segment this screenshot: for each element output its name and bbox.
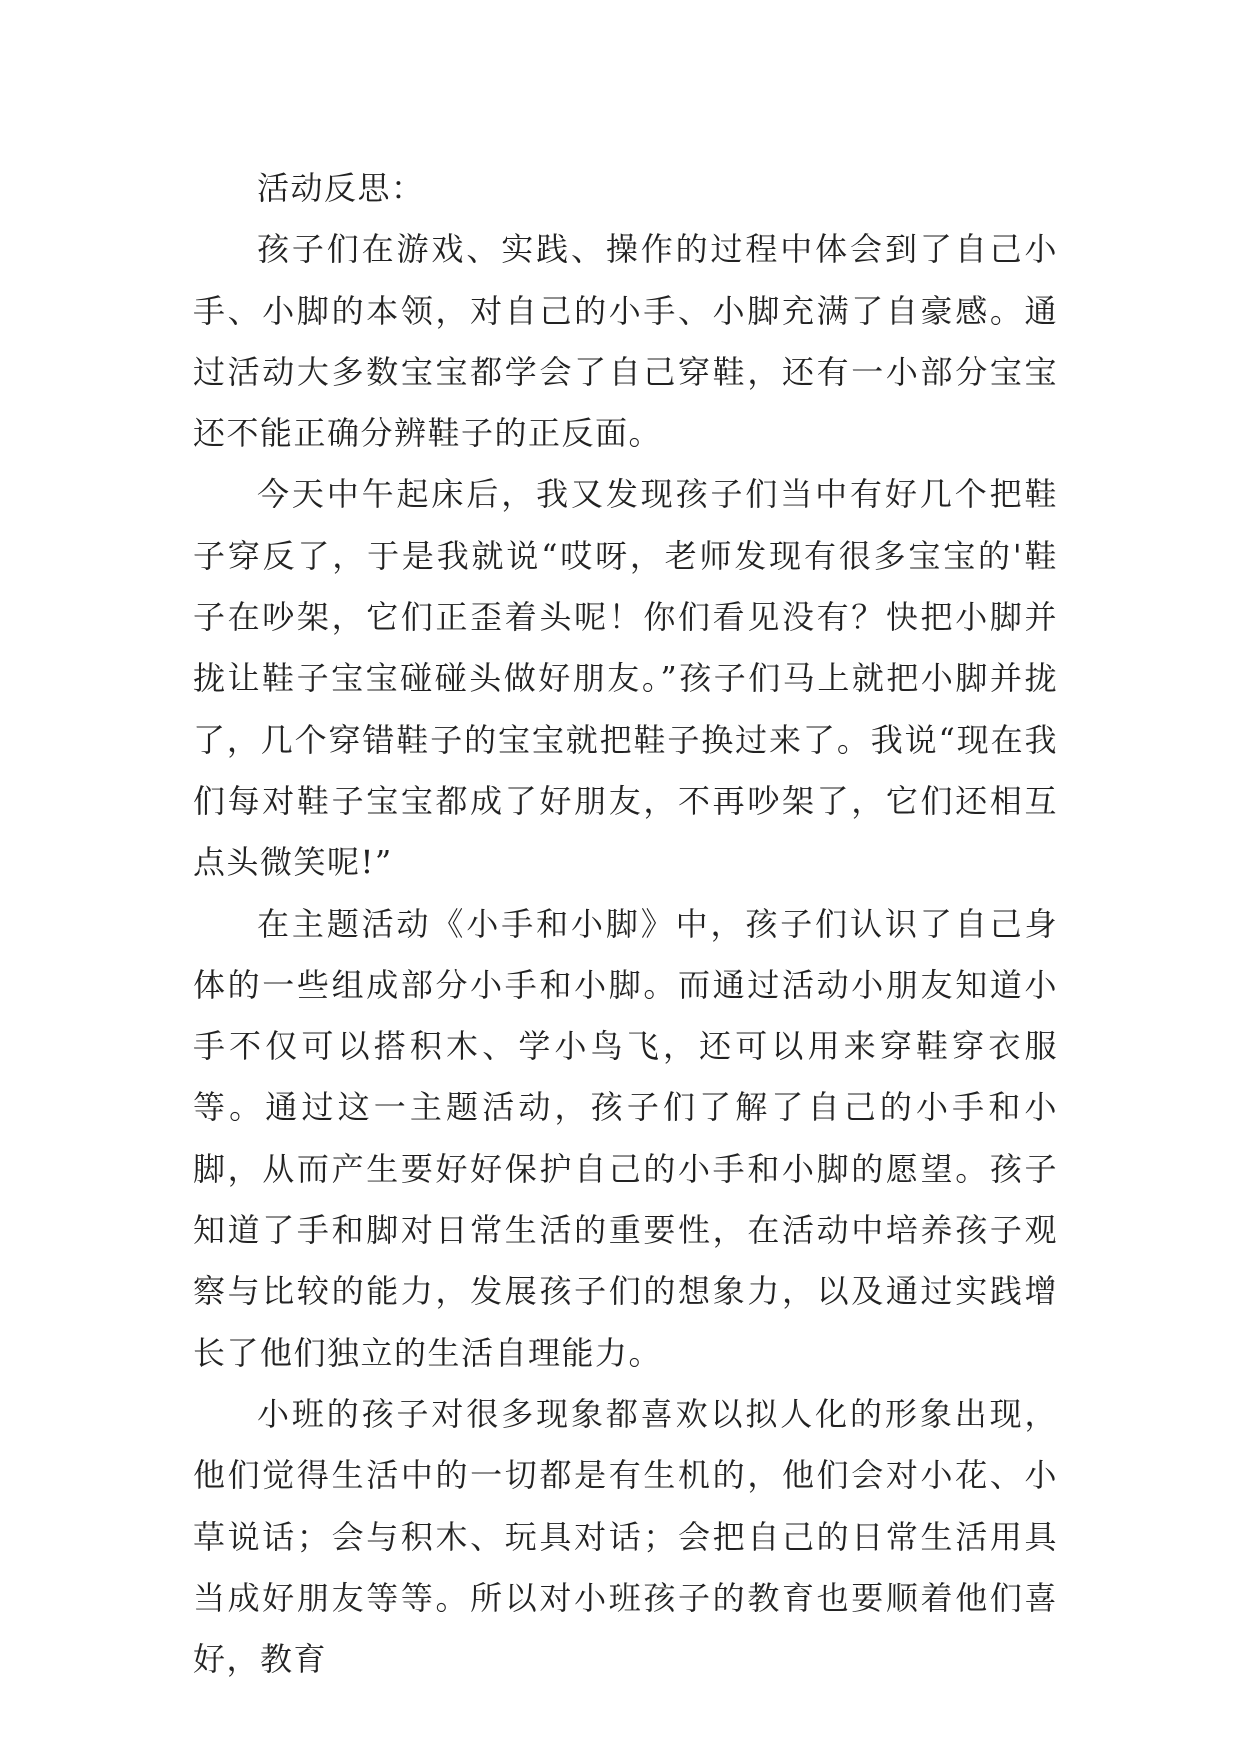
paragraph-4: 小班的孩子对很多现象都喜欢以拟人化的形象出现，他们觉得生活中的一切都是有生机的，他们会对小花、小草说话；会与积木、玩具对话；会把自己的日常生活用具当成好朋友等等。所以对小班孩子的教育也要顺着他们喜好，教育 (193, 1394, 1058, 1679)
paragraph-3: 在主题活动《小手和小脚》中，孩子们认识了自己身体的一些组成部分小手和小脚。而通过活动小朋友知道小手不仅可以搭积木、学小鸟飞，还可以用来穿鞋穿衣服等。通过这一主题活动，孩子们了解了自己的小手和小脚，从而产生要好好保护自己的小手和小脚的愿望。孩子知道了手和脚对日常生活的重要性，在活动中培养孩子观察与比较的能力，发展孩子们的想象力，以及通过实践增长了他们独立的生活自理能力。 (193, 904, 1058, 1372)
paragraph-1: 孩子们在游戏、实践、操作的过程中体会到了自己小手、小脚的本领，对自己的小手、小脚充满了自豪感。通过活动大多数宝宝都学会了自己穿鞋，还有一小部分宝宝还不能正确分辨鞋子的正反面。 (193, 230, 1058, 453)
document-body (193, 158, 1058, 1690)
paragraph-2: 今天中午起床后，我又发现孩子们当中有好几个把鞋子穿反了，于是我就说“哎呀，老师发现有很多宝宝的'鞋子在吵架，它们正歪着头呢！你们看见没有？快把小脚并拢让鞋子宝宝碰碰头做好朋友。”孩子们马上就把小脚并拢了，几个穿错鞋子的宝宝就把鞋子换过来了。我说“现在我们每对鞋子宝宝都成了好朋友，不再吵架了，它们还相互点头微笑呢!” (193, 475, 1058, 882)
section-heading: 活动反思： (257, 169, 425, 207)
